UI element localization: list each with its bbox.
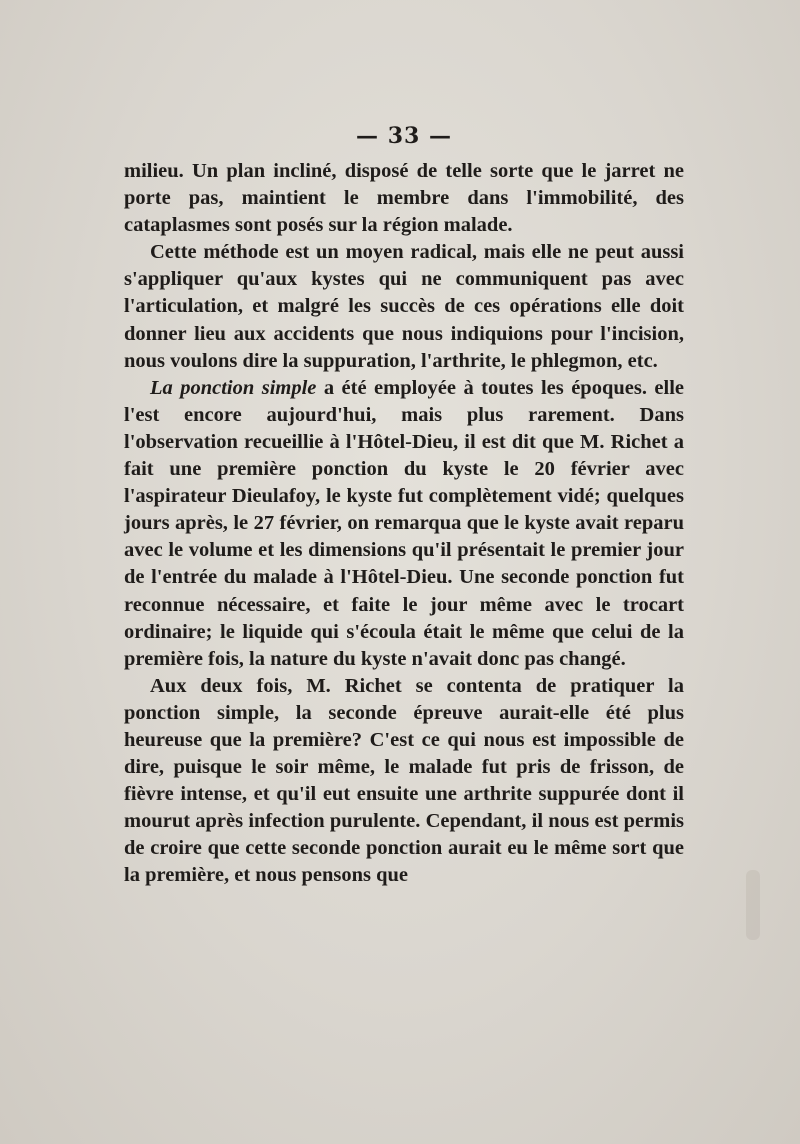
paragraph-1 (124, 158, 684, 239)
paragraph-2 (124, 239, 684, 374)
page-text (124, 124, 684, 890)
paragraph-text: Cette méthode est un moyen radical, mais elle ne peut aussi s'appliquer qu'aux kystes qui ne communiquent pas avec l'articulation, et malgré les succès de ces opérations elle doit donner lieu aux accidents que nous indiquions pour l'incision, nous voulons dire la suppuration, l'arthrite, le phlegmon, etc. (124, 241, 684, 372)
paper-smudge (746, 870, 760, 940)
paragraph-text: milieu. Un plan incliné, disposé de telle sorte que le jarret ne porte pas, maintient le membre dans l'immobilité, des cataplasmes sont posés sur la région malade. (124, 160, 684, 237)
paragraph-text: a été employée à toutes les époques. elle l'est encore aujourd'hui, mais plus rarement. Dans l'observation recueillie à l'Hôtel-Dieu, il est dit que M. Richet a fait une première ponction du kyste le 20 février avec l'aspirateur Dieulafoy, le kyste fut complètement vidé; quelques jours après, le 27 février, on remarqua que le kyste avait reparu avec le volume et les dimensions qu'il présentait le premier jour de l'entrée du malade à l'Hôtel-Dieu. Une seconde ponction fut reconnue nécessaire, et faite le jour même avec le trocart ordinaire; le liquide qui s'écoula était le même que celui de la première fois, la nature du kyste n'avait donc pas changé. (124, 376, 684, 670)
paragraph-4 (124, 673, 684, 890)
paragraph-text: Aux deux fois, M. Richet se contenta de pratiquer la ponction simple, la seconde épreuve aurait-elle été plus heureuse que la première? C'est ce qui nous est impossible de dire, puisque le soir même, le malade fut pris de frisson, de fièvre intense, et qu'il eut ensuite une arthrite suppurée dont il mourut après infection purulente. Cependant, il nous est permis de croire que cette seconde ponction aurait eu le même sort que la première, et nous pensons que (124, 674, 684, 887)
paragraph-italic-lead: La ponction simple (150, 376, 317, 399)
paragraph-3 (124, 375, 684, 673)
page-number: — 33 — (356, 123, 452, 149)
